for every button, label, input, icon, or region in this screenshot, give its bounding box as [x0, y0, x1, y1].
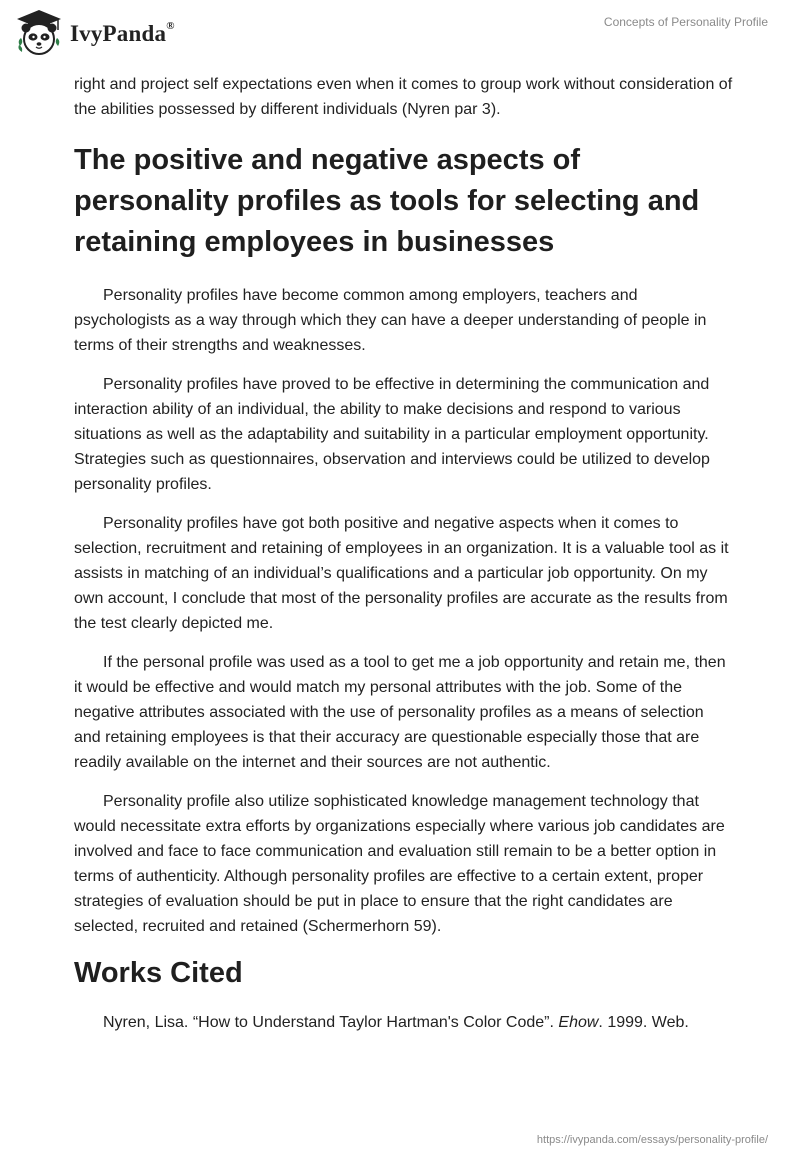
citation-source: Ehow [558, 1014, 599, 1031]
footer-url[interactable]: https://ivypanda.com/essays/personality-profile/ [536, 1134, 768, 1146]
paragraph-1: Personality profiles have become common among employers, teachers and psychologists as a way through which they can have a deeper understanding of people in terms of their strengths and weaknesses. [74, 287, 707, 354]
brand-name: IvyPanda® [70, 19, 175, 46]
ivypanda-logo[interactable] [14, 8, 175, 58]
section-heading: The positive and negative aspects of personality profiles as tools for selecting and retaining employees in businesses [74, 144, 700, 258]
paragraph-3: Personality profiles have got both positive and negative aspects when it comes to selection, recruitment and retaining of employees in an organization. It is a valuable tool as it assists in matching of an individual’s qualifications and a particular job opportunity. On my own account, I conclude that most of the personality profiles are accurate as the results from the test clearly depicted me. [74, 515, 729, 632]
paragraph-5: Personality profile also utilize sophisticated knowledge management technology that would necessitate extra efforts by organizations especially where various job candidates are involved and face to face communication and evaluation still remain to be a better option in terms of authenticity. Although personality profiles are effective to a certain extent, proper strategies of evaluation should be put in place to ensure that the right candidates are selected, recruited and retained (Schermerhorn 59). [74, 793, 725, 935]
citation-text: Nyren, Lisa. “How to Understand Taylor Hartman's Color Code”. [103, 1014, 559, 1031]
citation-entry [74, 1010, 734, 1035]
paragraph-2: Personality profiles have proved to be effective in determining the communication and interaction ability of an individual, the ability to make decisions and respond to various situations as well as the adaptability and suitability in a particular employment opportunity. Strategies such as questionnaires, observation and interviews could be utilized to develop personality profiles. [74, 376, 710, 493]
page-header [0, 0, 800, 70]
panda-graduate-icon [14, 8, 64, 58]
lead-paragraph: right and project self expectations even when it comes to group work without consideration of the abilities possessed by different individuals (Nyren par 3). [74, 76, 733, 118]
works-cited-heading: Works Cited [74, 957, 243, 989]
document-title: Concepts of Personality Profile [603, 15, 768, 29]
essay-content [74, 72, 734, 1049]
paragraph-4: If the personal profile was used as a tool to get me a job opportunity and retain me, then it would be effective and would match my personal attributes with the job. Some of the negative attributes associated with the use of personality profiles as a means of selection and retaining employees is that their accuracy are questionable especially those that are readily available on the internet and their sources are not authentic. [74, 654, 726, 771]
citation-date: . 1999. Web. [598, 1014, 689, 1031]
